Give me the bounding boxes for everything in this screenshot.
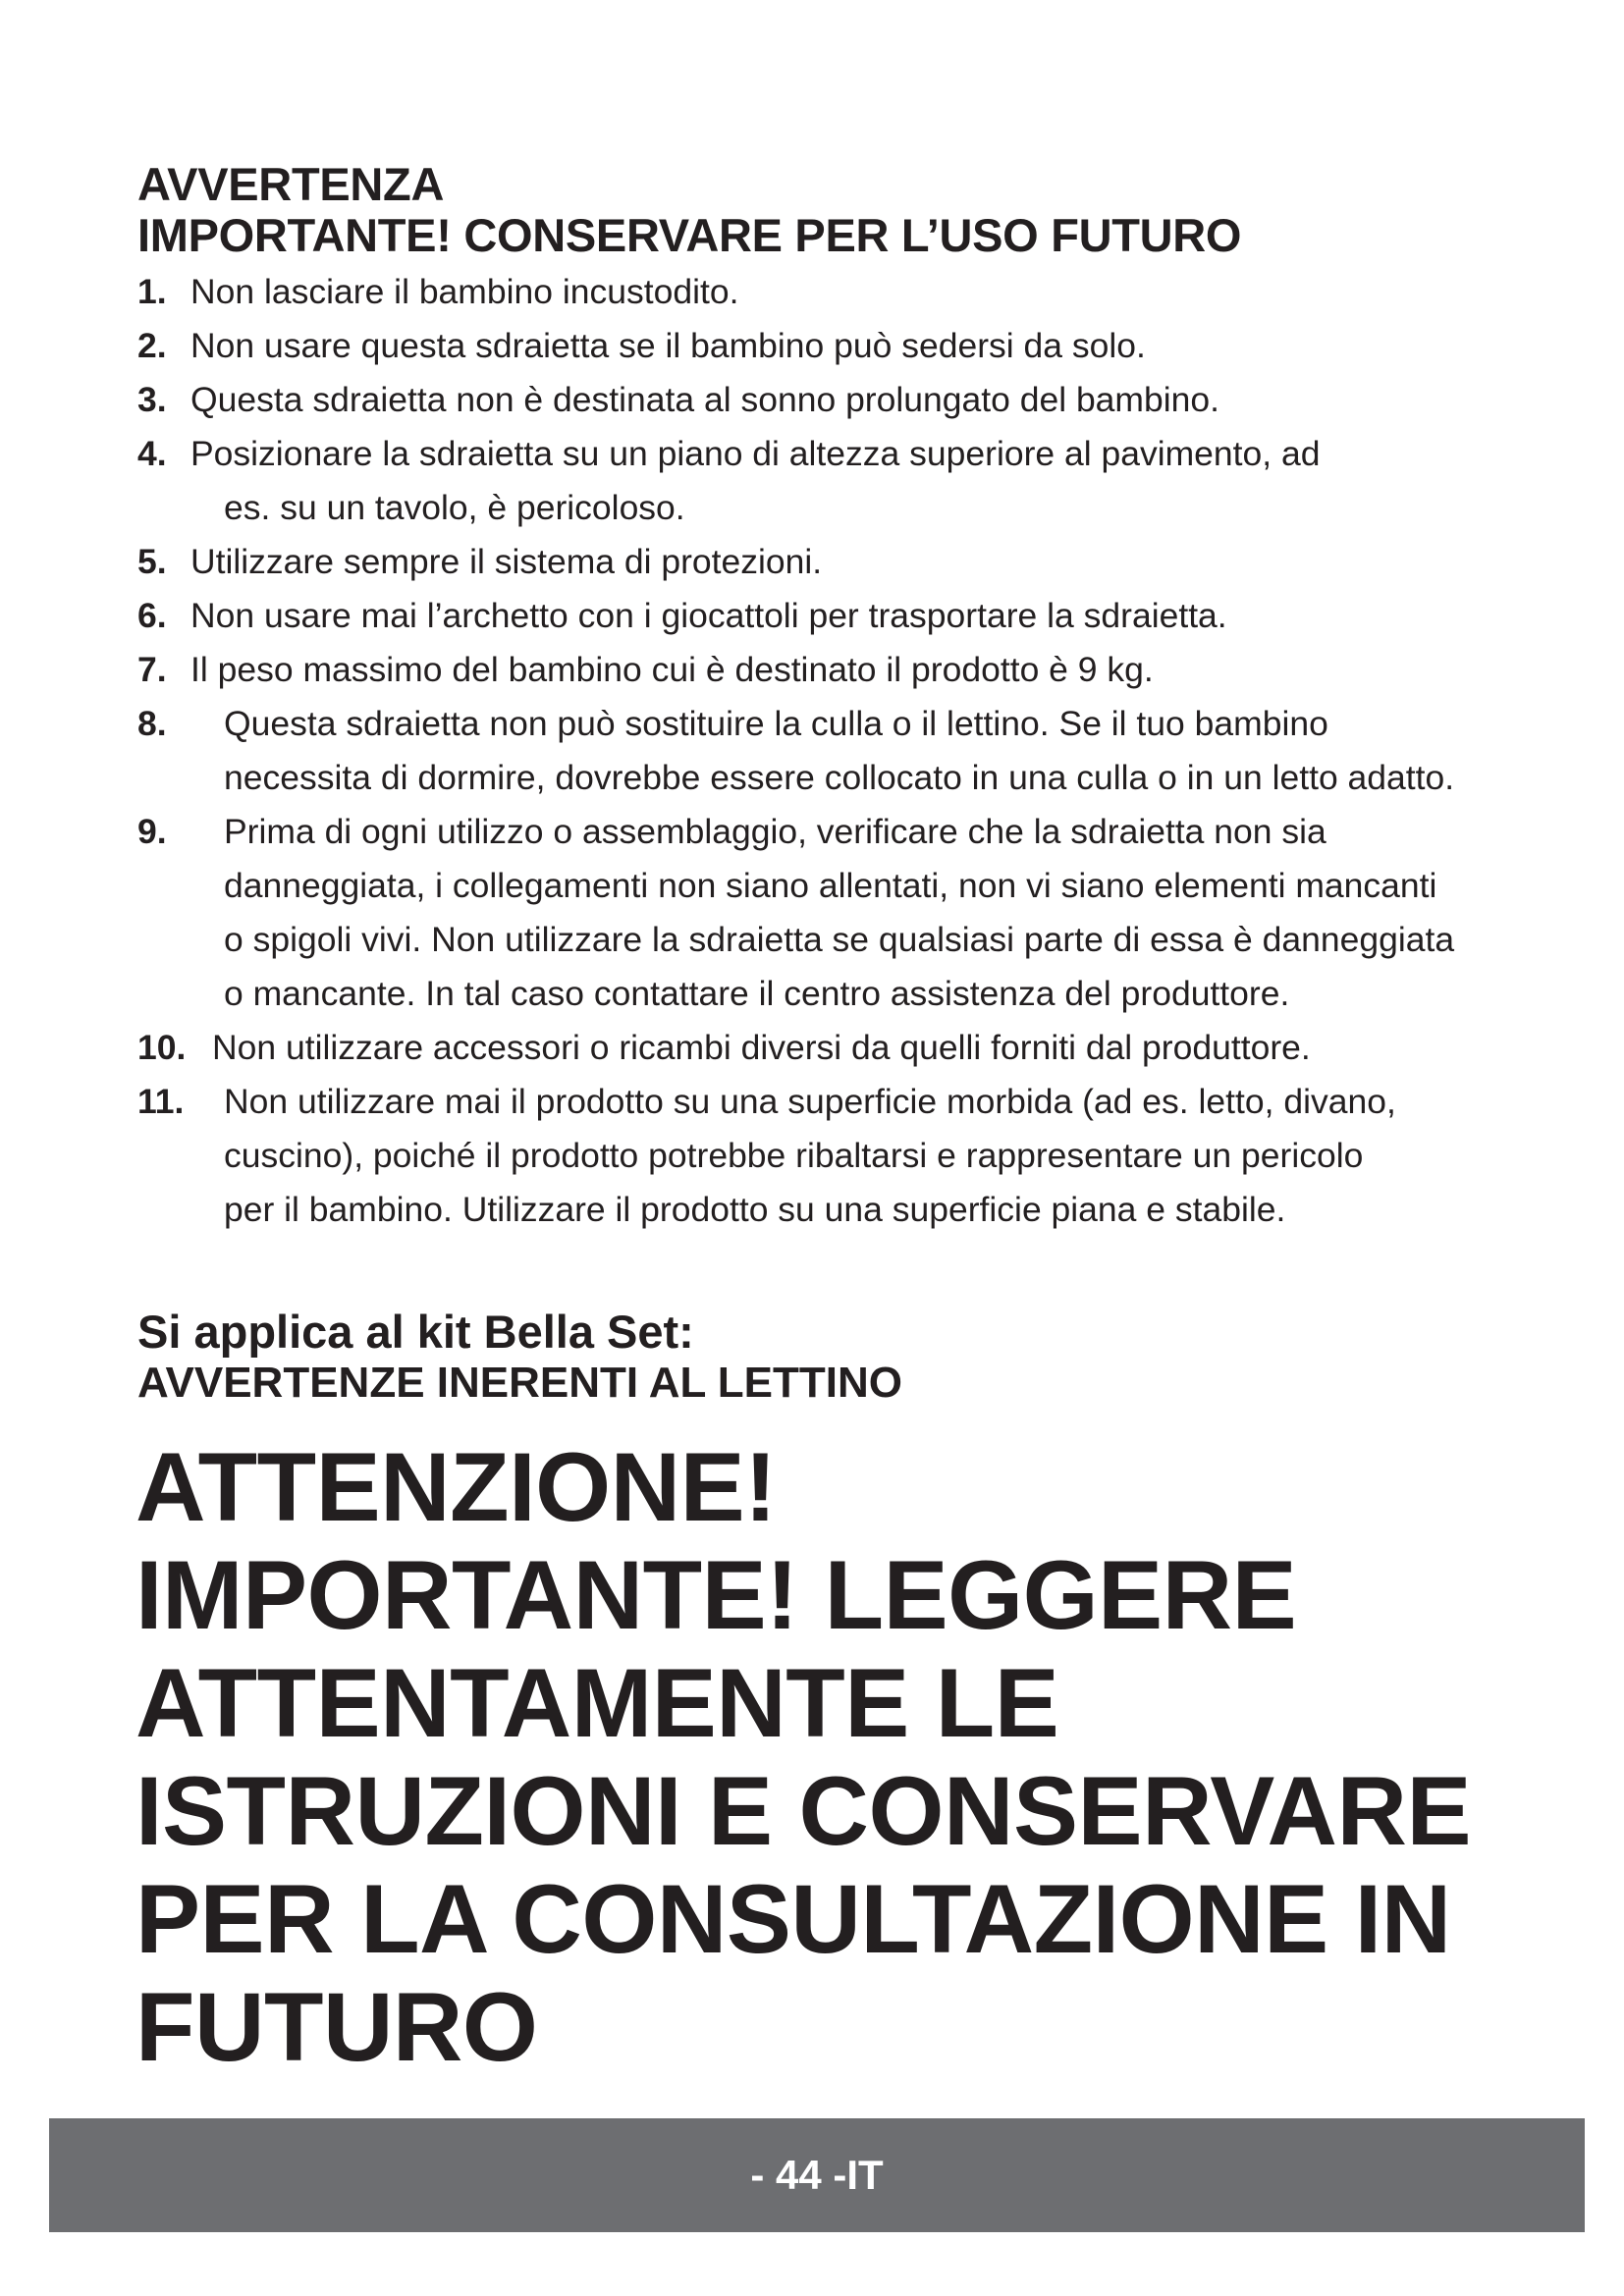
set-section-title: Si applica al kit Bella Set: [137, 1306, 694, 1358]
list-item-number: 2. [137, 326, 167, 365]
list-item-text-continued: danneggiata, i collegamenti non siano allentati, non vi siano elementi mancanti [224, 866, 1437, 905]
list-item-text: Non utilizzare mai il prodotto su una superficie morbida (ad es. letto, divano, [224, 1082, 1396, 1121]
list-item [137, 1075, 1571, 1237]
list-item-text: Il peso massimo del bambino cui è destinato il prodotto è 9 kg. [190, 650, 1154, 689]
list-item-text: Posizionare la sdraietta su un piano di altezza superiore al pavimento, ad [190, 434, 1321, 473]
list-item-number: 1. [137, 272, 167, 311]
list-item [137, 319, 1571, 373]
list-item [137, 427, 1571, 535]
list-item-text-continued: o spigoli vivi. Non utilizzare la sdraietta se qualsiasi parte di essa è danneggiata [224, 920, 1455, 959]
list-item-number: 4. [137, 434, 167, 473]
list-item-text: Non lasciare il bambino incustodito. [190, 272, 739, 311]
list-item-text-continued: cuscino), poiché il prodotto potrebbe ribaltarsi e rappresentare un pericolo [224, 1136, 1364, 1175]
list-item-number: 11. [137, 1082, 185, 1121]
list-item-text-continued: o mancante. In tal caso contattare il centro assistenza del produttore. [224, 974, 1290, 1013]
big-warning-line: PER LA CONSULTAZIONE IN [135, 1864, 1451, 1973]
list-item-text-continued: es. su un tavolo, è pericoloso. [224, 488, 685, 527]
big-warning-line: ATTENZIONE! [135, 1432, 777, 1541]
big-warning-heading [135, 1433, 1549, 2081]
set-section [137, 1306, 1512, 1408]
list-item-text: Questa sdraietta non può sostituire la culla o il lettino. Se il tuo bambino [224, 704, 1328, 743]
warning-header-title: AVVERTENZA [137, 158, 445, 210]
list-item [137, 265, 1571, 319]
big-warning-line: FUTURO [135, 1972, 538, 2081]
list-item [137, 805, 1571, 1021]
list-item [137, 535, 1571, 589]
list-item-text-continued: necessita di dormire, dovrebbe essere collocato in una culla o in un letto adatto. [224, 758, 1455, 797]
list-item-text: Non usare mai l’archetto con i giocattoli per trasportare la sdraietta. [190, 596, 1227, 635]
list-item-number: 6. [137, 596, 167, 635]
list-item-text: Non usare questa sdraietta se il bambino può sedersi da solo. [190, 326, 1146, 365]
list-item [137, 589, 1571, 643]
warning-header-subtitle: IMPORTANTE! CONSERVARE PER L’USO FUTURO [137, 209, 1242, 261]
big-warning-line: IMPORTANTE! LEGGERE [135, 1540, 1297, 1649]
page-number: - 44 -IT [750, 2152, 884, 2198]
list-item-number: 8. [137, 704, 167, 743]
list-item-number: 3. [137, 380, 167, 419]
list-item-number: 7. [137, 650, 167, 689]
list-item-text: Non utilizzare accessori o ricambi diversi da quelli forniti dal produttore. [212, 1028, 1311, 1067]
footer-bar [49, 2118, 1585, 2232]
list-item [137, 373, 1571, 427]
list-item [137, 643, 1571, 697]
list-item-number: 5. [137, 542, 167, 581]
list-item-text-continued: per il bambino. Utilizzare il prodotto su una superficie piana e stabile. [224, 1190, 1286, 1229]
list-item-text: Questa sdraietta non è destinata al sonno prolungato del bambino. [190, 380, 1219, 419]
list-item-number: 10. [137, 1028, 187, 1067]
warning-list [137, 265, 1571, 1237]
list-item-text: Prima di ogni utilizzo o assemblaggio, verificare che la sdraietta non sia [224, 812, 1326, 851]
list-item-text: Utilizzare sempre il sistema di protezioni. [190, 542, 823, 581]
list-item [137, 1021, 1571, 1075]
warning-header [137, 159, 1512, 261]
big-warning-line: ATTENTAMENTE LE [135, 1648, 1059, 1757]
set-section-subtitle: AVVERTENZE INERENTI AL LETTINO [137, 1359, 903, 1407]
big-warning-line: ISTRUZIONI E CONSERVARE [135, 1756, 1471, 1865]
list-item [137, 697, 1571, 805]
list-item-number: 9. [137, 812, 167, 851]
